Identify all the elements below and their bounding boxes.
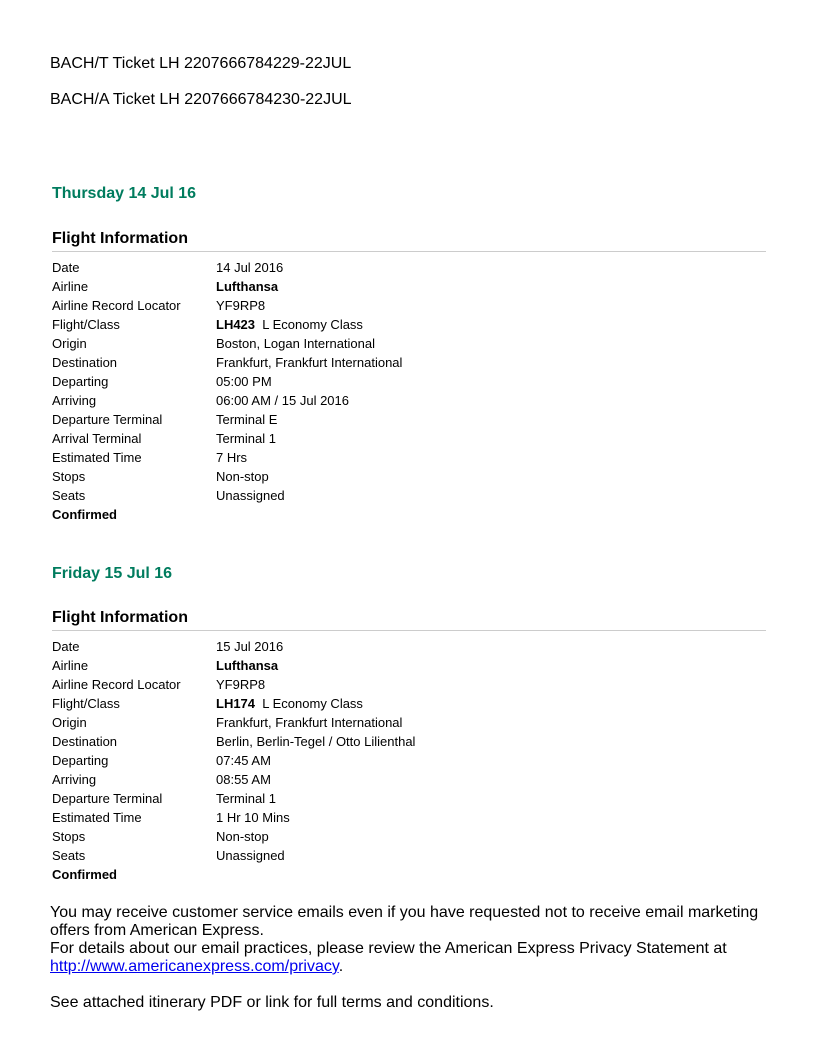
row-label: Arriving bbox=[52, 772, 97, 787]
privacy-notice-suffix: . bbox=[338, 958, 344, 975]
row-value: Non-stop bbox=[216, 469, 269, 484]
flight-information-section bbox=[52, 230, 766, 524]
info-row bbox=[52, 391, 766, 410]
row-value: Frankfurt, Frankfurt International bbox=[216, 355, 403, 370]
row-value: Non-stop bbox=[216, 829, 269, 844]
info-row bbox=[52, 334, 766, 353]
row-value: 14 Jul 2016 bbox=[216, 260, 284, 275]
row-value: 05:00 PM bbox=[216, 374, 272, 389]
row-label: Date bbox=[52, 639, 80, 654]
row-label: Seats bbox=[52, 848, 86, 863]
row-label: Flight/Class bbox=[52, 696, 120, 711]
row-label: Destination bbox=[52, 355, 118, 370]
info-row bbox=[52, 315, 766, 334]
ticket-line: BACH/A Ticket LH 2207666784230-22JUL bbox=[50, 91, 352, 108]
fare-class: L Economy Class bbox=[262, 317, 363, 332]
row-label: Stops bbox=[52, 469, 86, 484]
footer-notice bbox=[50, 904, 770, 1012]
flight-number: LH174 bbox=[216, 696, 256, 711]
row-label: Origin bbox=[52, 336, 87, 351]
row-value: YF9RP8 bbox=[216, 677, 266, 692]
row-label: Arriving bbox=[52, 393, 97, 408]
flight-class-value bbox=[216, 694, 363, 713]
info-row bbox=[52, 353, 766, 372]
row-value: Boston, Logan International bbox=[216, 336, 376, 351]
privacy-notice-text: For details about our email practices, please review the American Express Privacy Statement at bbox=[50, 940, 727, 957]
row-label: Date bbox=[52, 260, 80, 275]
row-label: Arrival Terminal bbox=[52, 431, 142, 446]
booking-status: Confirmed bbox=[52, 867, 117, 882]
info-row bbox=[52, 448, 766, 467]
booking-status: Confirmed bbox=[52, 507, 117, 522]
terms-notice: See attached itinerary PDF or link for full terms and conditions. bbox=[50, 994, 494, 1011]
info-row bbox=[52, 296, 766, 315]
info-row bbox=[52, 486, 766, 505]
privacy-notice bbox=[50, 940, 770, 976]
airline-name: Lufthansa bbox=[216, 279, 279, 294]
row-value: 15 Jul 2016 bbox=[216, 639, 284, 654]
row-value: Unassigned bbox=[216, 488, 285, 503]
row-label: Airline bbox=[52, 279, 89, 294]
row-value: YF9RP8 bbox=[216, 298, 266, 313]
fare-class: L Economy Class bbox=[262, 696, 363, 711]
row-label: Airline bbox=[52, 658, 89, 673]
info-row bbox=[52, 467, 766, 486]
row-label: Airline Record Locator bbox=[52, 677, 181, 692]
ticket-line: BACH/T Ticket LH 2207666784229-22JUL bbox=[50, 55, 352, 72]
info-row bbox=[52, 846, 766, 865]
email-notice: You may receive customer service emails even if you have requested not to receive email marketing offers from American Express. bbox=[50, 904, 759, 939]
row-value: 08:55 AM bbox=[216, 772, 271, 787]
row-label: Departure Terminal bbox=[52, 791, 163, 806]
row-value: Terminal 1 bbox=[216, 791, 276, 806]
info-row bbox=[52, 789, 766, 808]
flight-class-value bbox=[216, 315, 363, 334]
info-row bbox=[52, 827, 766, 846]
row-value: Berlin, Berlin-Tegel / Otto Lilienthal bbox=[216, 734, 416, 749]
info-row bbox=[52, 751, 766, 770]
section-title: Flight Information bbox=[52, 230, 766, 252]
row-label: Seats bbox=[52, 488, 86, 503]
info-row bbox=[52, 675, 766, 694]
day-heading: Friday 15 Jul 16 bbox=[52, 565, 173, 582]
row-label: Destination bbox=[52, 734, 118, 749]
row-value: Terminal E bbox=[216, 412, 278, 427]
row-value: 7 Hrs bbox=[216, 450, 248, 465]
flight-number: LH423 bbox=[216, 317, 256, 332]
info-row bbox=[52, 372, 766, 391]
row-label: Airline Record Locator bbox=[52, 298, 181, 313]
day-heading: Thursday 14 Jul 16 bbox=[52, 185, 197, 202]
flight-information-section bbox=[52, 609, 766, 884]
airline-name: Lufthansa bbox=[216, 658, 279, 673]
row-label: Departing bbox=[52, 374, 109, 389]
info-row bbox=[52, 277, 766, 296]
row-label: Departure Terminal bbox=[52, 412, 163, 427]
row-value: 07:45 AM bbox=[216, 753, 271, 768]
row-label: Departing bbox=[52, 753, 109, 768]
row-value: Frankfurt, Frankfurt International bbox=[216, 715, 403, 730]
row-label: Estimated Time bbox=[52, 810, 142, 825]
info-row bbox=[52, 770, 766, 789]
row-label: Flight/Class bbox=[52, 317, 120, 332]
info-row bbox=[52, 258, 766, 277]
row-label: Estimated Time bbox=[52, 450, 142, 465]
info-row bbox=[52, 694, 766, 713]
section-title: Flight Information bbox=[52, 609, 766, 631]
info-row bbox=[52, 713, 766, 732]
row-label: Origin bbox=[52, 715, 87, 730]
row-value: Terminal 1 bbox=[216, 431, 276, 446]
info-row bbox=[52, 732, 766, 751]
info-row bbox=[52, 410, 766, 429]
row-value: Unassigned bbox=[216, 848, 285, 863]
info-row bbox=[52, 808, 766, 827]
info-row bbox=[52, 656, 766, 675]
info-row bbox=[52, 637, 766, 656]
privacy-link[interactable]: http://www.americanexpress.com/privacy bbox=[50, 958, 339, 975]
row-value: 1 Hr 10 Mins bbox=[216, 810, 290, 825]
row-value: 06:00 AM / 15 Jul 2016 bbox=[216, 393, 349, 408]
info-row bbox=[52, 429, 766, 448]
row-label: Stops bbox=[52, 829, 86, 844]
